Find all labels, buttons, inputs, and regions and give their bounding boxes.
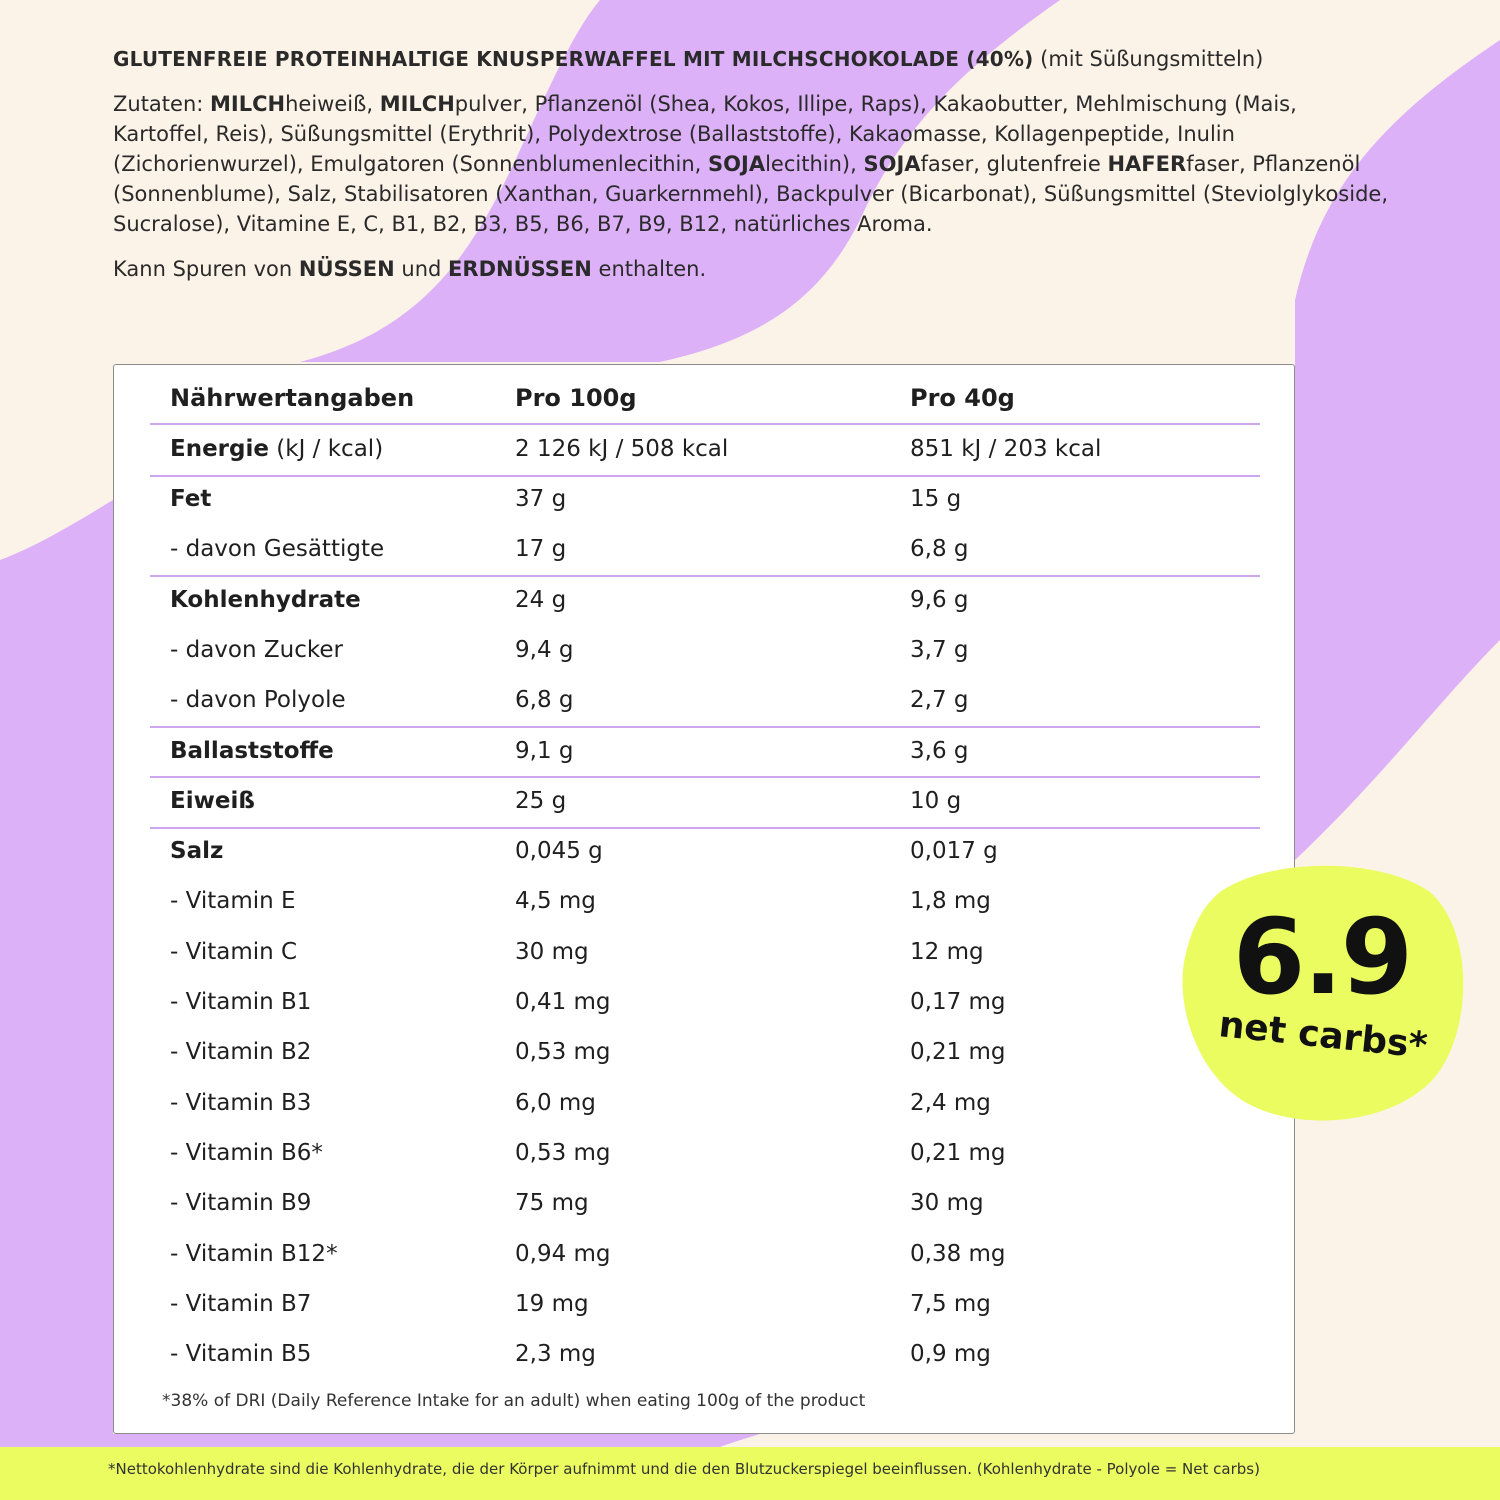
- nutrition-table: [113, 364, 1295, 1434]
- table-row: [150, 726, 1260, 776]
- header-per-100g: Pro 100g: [515, 384, 637, 412]
- value-per-40g: 3,7 g: [910, 636, 969, 663]
- energy-per-40g: 851 kJ / 203 kcal: [910, 436, 1102, 462]
- energy-label-text: Energie: [170, 436, 269, 462]
- product-title-suffix: (mit Süßungsmitteln): [1040, 47, 1264, 71]
- nutrient-label: - davon Gesättigte: [170, 536, 385, 563]
- value-per-100g: 0,41 mg: [515, 989, 611, 1015]
- value-per-100g: 19 mg: [515, 1290, 589, 1317]
- energy-label: [170, 436, 383, 462]
- value-per-100g: 6,8 g: [515, 687, 574, 714]
- ingredients-block: [113, 44, 1393, 299]
- table-row-energy: [150, 424, 1260, 474]
- value-per-100g: 37 g: [515, 486, 567, 512]
- value-per-40g: 10 g: [910, 787, 962, 814]
- value-per-100g: 24 g: [515, 586, 567, 613]
- nutrient-label: Eiweiß: [170, 787, 255, 814]
- value-per-40g: 7,5 mg: [910, 1290, 991, 1317]
- table-row: [150, 1178, 1260, 1228]
- allergen-soja: SOJA: [708, 152, 766, 176]
- value-per-100g: 9,4 g: [515, 636, 574, 663]
- nutrient-label: - davon Zucker: [170, 636, 343, 663]
- allergen-peanuts: ERDNÜSSEN: [448, 257, 592, 281]
- value-per-40g: 15 g: [910, 486, 962, 512]
- value-per-40g: 6,8 g: [910, 536, 969, 563]
- value-per-100g: 75 mg: [515, 1190, 589, 1217]
- traces-text: Kann Spuren von: [113, 257, 299, 281]
- value-per-40g: 0,9 mg: [910, 1341, 991, 1368]
- table-row: [150, 524, 1260, 574]
- value-per-40g: 2,7 g: [910, 687, 969, 714]
- allergen-hafer: HAFER: [1107, 152, 1187, 176]
- value-per-40g: 0,38 mg: [910, 1240, 1006, 1267]
- value-per-40g: 12 mg: [910, 938, 984, 965]
- traces-warning: [113, 254, 1393, 284]
- ingredients-text: faser, Pflanzenöl (Sonnenblume), Salz, Stabilisatoren (Xanthan, Guarkernmehl), Backpulver (Bicarbonat), Süßungsmittel (Steviolglykoside, Sucralose), Vitamine E, C, B1, B2, B3, B5, B6, B7, B9, B12, natürliches Aroma.: [113, 152, 1388, 236]
- table-row: [150, 575, 1260, 625]
- value-per-40g: 0,017 g: [910, 838, 998, 865]
- value-per-100g: 25 g: [515, 787, 567, 814]
- table-row: [150, 675, 1260, 725]
- table-row: [150, 1279, 1260, 1329]
- value-per-100g: 0,53 mg: [515, 1039, 611, 1066]
- value-per-100g: 17 g: [515, 536, 567, 563]
- nutrient-label: - Vitamin B1: [170, 989, 312, 1015]
- allergen-milch: MILCH: [379, 92, 455, 116]
- header-nutrients: Nährwertangaben: [170, 384, 415, 412]
- nutrient-label: Salz: [170, 838, 224, 865]
- value-per-100g: 9,1 g: [515, 737, 574, 764]
- value-per-100g: 0,94 mg: [515, 1240, 611, 1267]
- ingredients-text: lecithin),: [765, 152, 864, 176]
- table-row: [150, 876, 1260, 926]
- table-row: [150, 1229, 1260, 1279]
- energy-unit: (kJ / kcal): [268, 436, 384, 462]
- table-row: [150, 927, 1260, 977]
- nutrient-label: - Vitamin C: [170, 938, 298, 965]
- allergen-milch: MILCH: [210, 92, 286, 116]
- table-row: [150, 1329, 1260, 1379]
- value-per-40g: 0,21 mg: [910, 1139, 1006, 1166]
- value-per-40g: 0,17 mg: [910, 989, 1006, 1015]
- net-carbs-label: net carbs*: [1216, 1004, 1430, 1067]
- value-per-40g: 2,4 mg: [910, 1089, 991, 1116]
- table-row: [150, 1027, 1260, 1077]
- net-carbs-footnote: *Nettokohlenhydrate sind die Kohlenhydrate, die der Körper aufnimmt und die den Blutzuckerspiegel beeinflussen. (Kohlenhydrate - Polyole = Net carbs): [108, 1460, 1260, 1478]
- nutrient-label: Kohlenhydrate: [170, 586, 361, 613]
- value-per-40g: 3,6 g: [910, 737, 969, 764]
- value-per-100g: 6,0 mg: [515, 1089, 596, 1116]
- ingredients-list: [113, 89, 1393, 239]
- ingredients-text: faser, glutenfreie: [920, 152, 1108, 176]
- table-row: [150, 1078, 1260, 1128]
- table-row: [150, 474, 1260, 524]
- value-per-100g: 0,045 g: [515, 838, 603, 865]
- value-per-100g: 30 mg: [515, 938, 589, 965]
- nutrient-label: - Vitamin E: [170, 888, 296, 915]
- value-per-40g: 1,8 mg: [910, 888, 991, 915]
- ingredients-text: pulver, Pflanzenöl (Shea, Kokos, Illipe, Raps), Kakaobutter, Mehlmischung (Mais, Kartoffel, Reis), Süßungsmittel (Erythrit), Polydextrose (Ballaststoffe), Kakaomasse, Kollagenpeptide, Inulin (Zichorienwurzel), Emulgatoren (Sonnenblumenlecithin,: [113, 92, 1297, 176]
- allergen-soja: SOJA: [863, 152, 921, 176]
- value-per-40g: 0,21 mg: [910, 1039, 1006, 1066]
- table-row: [150, 625, 1260, 675]
- zutaten-label: Zutaten:: [113, 92, 211, 116]
- nutrient-label: - Vitamin B6*: [170, 1139, 323, 1166]
- table-row: [150, 977, 1260, 1027]
- dri-footnote: *38% of DRI (Daily Reference Intake for an adult) when eating 100g of the product: [162, 1391, 866, 1411]
- nutrient-label: - Vitamin B5: [170, 1341, 312, 1368]
- nutrient-label: - Vitamin B12*: [170, 1240, 338, 1267]
- nutrient-label: - Vitamin B3: [170, 1089, 312, 1116]
- nutrient-label: - Vitamin B9: [170, 1190, 312, 1217]
- table-row: [150, 1128, 1260, 1178]
- product-title: [113, 44, 1393, 74]
- energy-per-100g: 2 126 kJ / 508 kcal: [515, 436, 729, 462]
- product-title-text: GLUTENFREIE PROTEINHALTIGE KNUSPERWAFFEL MIT MILCHSCHOKOLADE (40%): [113, 47, 1034, 71]
- nutrient-label: Ballaststoffe: [170, 737, 334, 764]
- ingredients-text: heiweiß,: [285, 92, 380, 116]
- nutrient-label: - Vitamin B7: [170, 1290, 312, 1317]
- value-per-100g: 0,53 mg: [515, 1139, 611, 1166]
- nutrient-label: - Vitamin B2: [170, 1039, 312, 1066]
- value-per-100g: 2,3 mg: [515, 1341, 596, 1368]
- net-carbs-value: 6.9: [1232, 896, 1412, 1018]
- value-per-40g: 30 mg: [910, 1190, 984, 1217]
- table-row: [150, 776, 1260, 826]
- nutrient-label: - davon Polyole: [170, 687, 346, 714]
- traces-text: und: [394, 257, 449, 281]
- allergen-nuts: NÜSSEN: [298, 257, 395, 281]
- header-per-40g: Pro 40g: [910, 384, 1015, 412]
- table-header-row: [150, 373, 1260, 423]
- value-per-40g: 9,6 g: [910, 586, 969, 613]
- table-row: [150, 826, 1260, 876]
- traces-text: enthalten.: [591, 257, 707, 281]
- value-per-100g: 4,5 mg: [515, 888, 596, 915]
- nutrient-label: Fet: [170, 486, 212, 512]
